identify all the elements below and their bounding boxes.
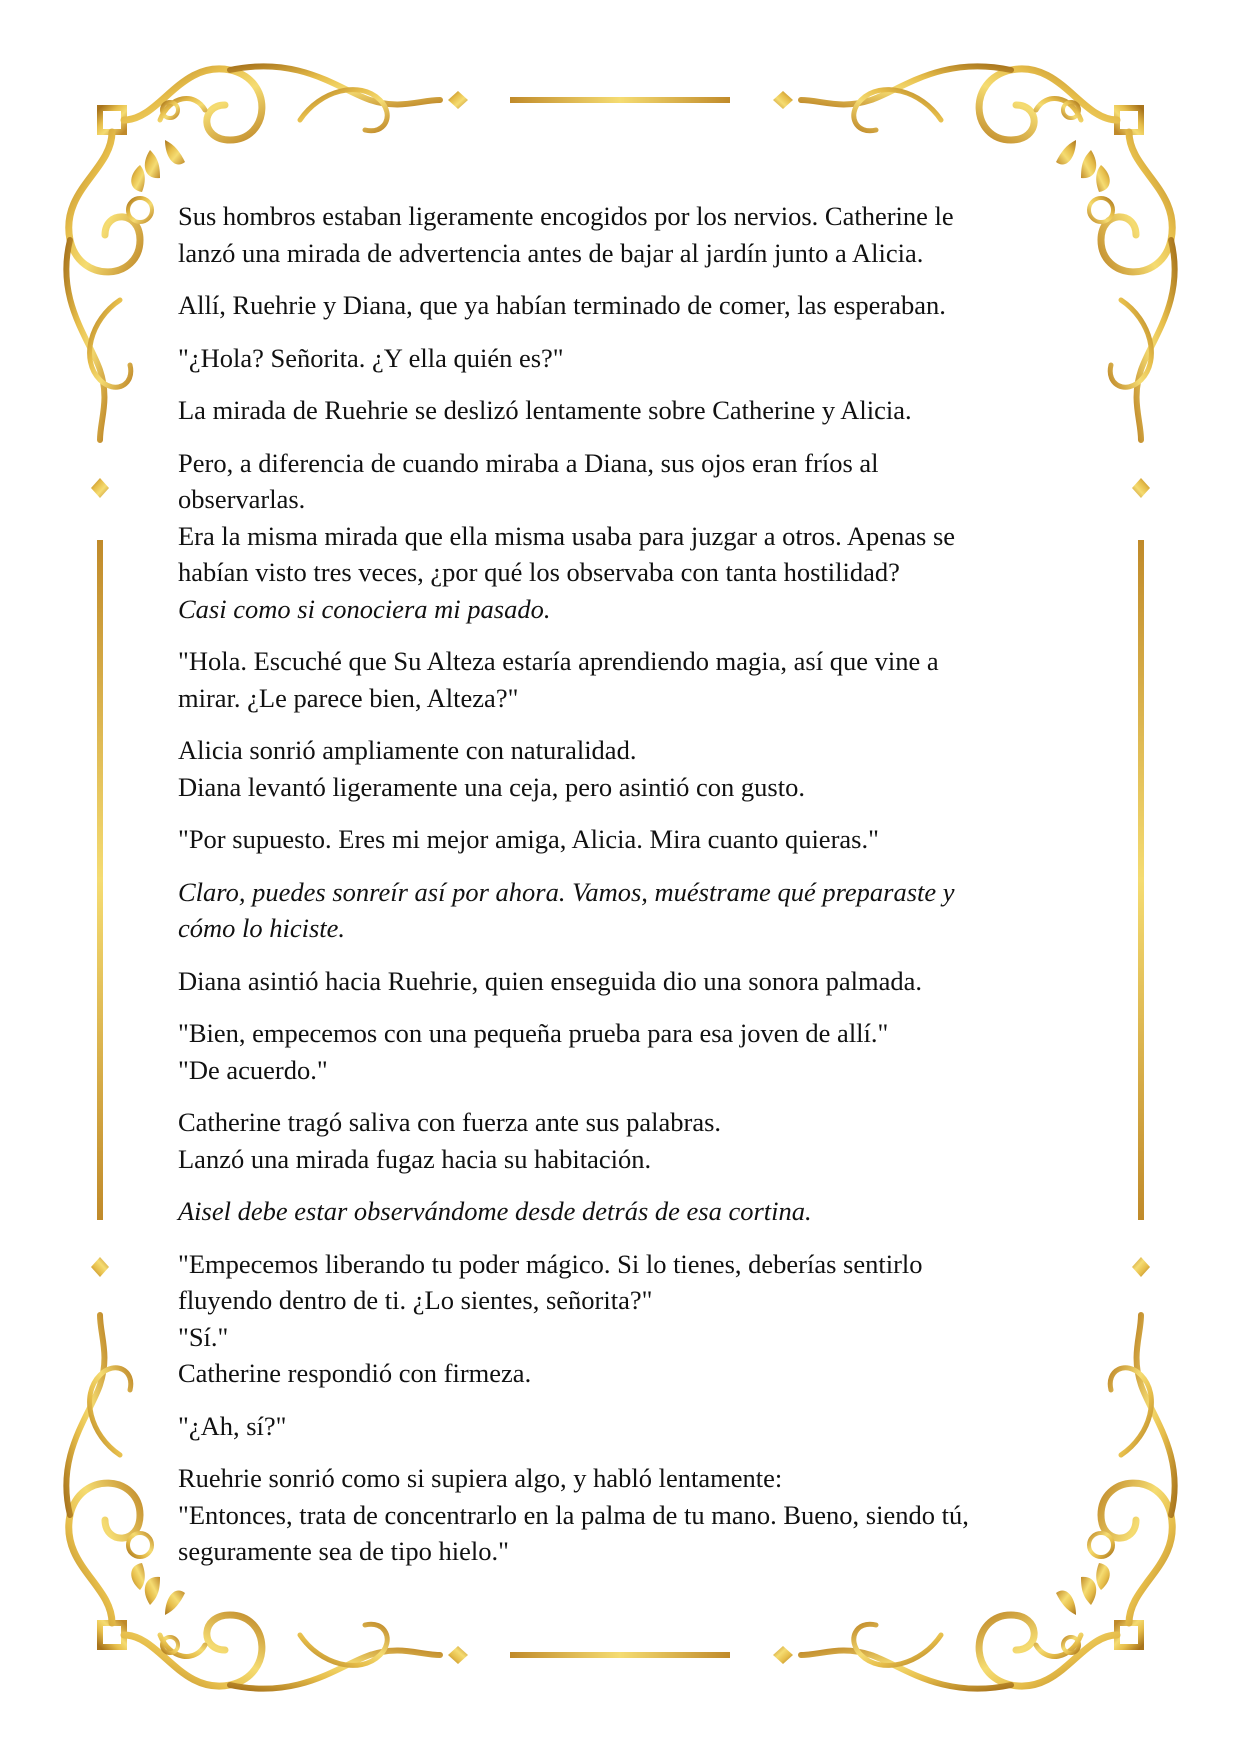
- paragraph: [178, 445, 1058, 628]
- paragraph: [178, 1246, 1058, 1392]
- text-line-italic: cómo lo hiciste.: [178, 913, 346, 943]
- text-line: habían visto tres veces, ¿por qué los observaba con tanta hostilidad?: [178, 557, 900, 587]
- text-line: "Empecemos liberando tu poder mágico. Si lo tienes, deberías sentirlo: [178, 1248, 923, 1279]
- top-bar: [510, 97, 730, 103]
- text-line: seguramente sea de tipo hielo.": [178, 1536, 509, 1566]
- paragraph: [178, 643, 1058, 716]
- text-line-italic: Casi como si conociera mi pasado.: [178, 593, 551, 624]
- text-line: Pero, a diferencia de cuando miraba a Diana, sus ojos eran fríos al: [178, 447, 879, 478]
- paragraph: [178, 198, 1058, 271]
- text-line: Sus hombros estaban ligeramente encogidos por los nervios. Catherine le: [178, 201, 954, 231]
- text-line: Lanzó una mirada fugaz hacia su habitación.: [178, 1143, 652, 1174]
- text-line-italic: Aisel debe estar observándome desde detrás de esa cortina.: [178, 1196, 812, 1226]
- text-line: "¿Ah, sí?": [178, 1410, 287, 1441]
- right-bar: [1138, 540, 1144, 1220]
- text-line: fluyendo dentro de ti. ¿Lo sientes, señorita?": [178, 1285, 653, 1315]
- text-line: Alicia sonrió ampliamente con naturalidad.: [178, 735, 637, 765]
- paragraph: [178, 1193, 1058, 1230]
- left-bar: [97, 540, 103, 1220]
- text-line: "¿Hola? Señorita. ¿Y ella quién es?": [178, 342, 564, 373]
- text-line: lanzó una mirada de advertencia antes de bajar al jardín junto a Alicia.: [178, 237, 924, 268]
- paragraph: [178, 287, 1058, 324]
- text-line: "Por supuesto. Eres mi mejor amiga, Alicia. Mira cuanto quieras.": [178, 824, 879, 854]
- text-line: Ruehrie sonrió como si supiera algo, y habló lentamente:: [178, 1463, 783, 1493]
- text-line: "Hola. Escuché que Su Alteza estaría aprendiendo magia, así que vine a: [178, 646, 939, 676]
- text-line: mirar. ¿Le parece bien, Alteza?": [178, 682, 519, 713]
- text-line: "Sí.": [178, 1321, 229, 1352]
- paragraph: [178, 392, 1058, 429]
- paragraph: [178, 1104, 1058, 1177]
- paragraph: [178, 1460, 1058, 1570]
- paragraph: [178, 963, 1058, 1000]
- text-line: Era la misma mirada que ella misma usaba para juzgar a otros. Apenas se: [178, 520, 956, 551]
- text-line: Catherine tragó saliva con fuerza ante sus palabras.: [178, 1107, 722, 1137]
- paragraph: [178, 1015, 1058, 1088]
- text-line: observarlas.: [178, 484, 306, 514]
- text-line: Catherine respondió con firmeza.: [178, 1358, 532, 1388]
- paragraph: [178, 821, 1058, 858]
- text-line: Diana levantó ligeramente una ceja, pero asintió con gusto.: [178, 771, 805, 802]
- page-text: [178, 198, 1058, 1586]
- bottom-bar: [510, 1652, 730, 1658]
- paragraph: [178, 874, 1058, 947]
- paragraph: [178, 340, 1058, 377]
- text-line: Diana asintió hacia Ruehrie, quien enseguida dio una sonora palmada.: [178, 965, 922, 996]
- text-line: "De acuerdo.": [178, 1054, 328, 1085]
- text-line: "Entonces, trata de concentrarlo en la palma de tu mano. Bueno, siendo tú,: [178, 1499, 969, 1530]
- paragraph: [178, 732, 1058, 805]
- paragraph: [178, 1408, 1058, 1445]
- text-line: "Bien, empecemos con una pequeña prueba para esa joven de allí.": [178, 1018, 889, 1048]
- text-line-italic: Claro, puedes sonreír así por ahora. Vamos, muéstrame qué preparaste y: [178, 876, 955, 907]
- text-line: Allí, Ruehrie y Diana, que ya habían terminado de comer, las esperaban.: [178, 290, 946, 320]
- text-line: La mirada de Ruehrie se deslizó lentamente sobre Catherine y Alicia.: [178, 395, 912, 425]
